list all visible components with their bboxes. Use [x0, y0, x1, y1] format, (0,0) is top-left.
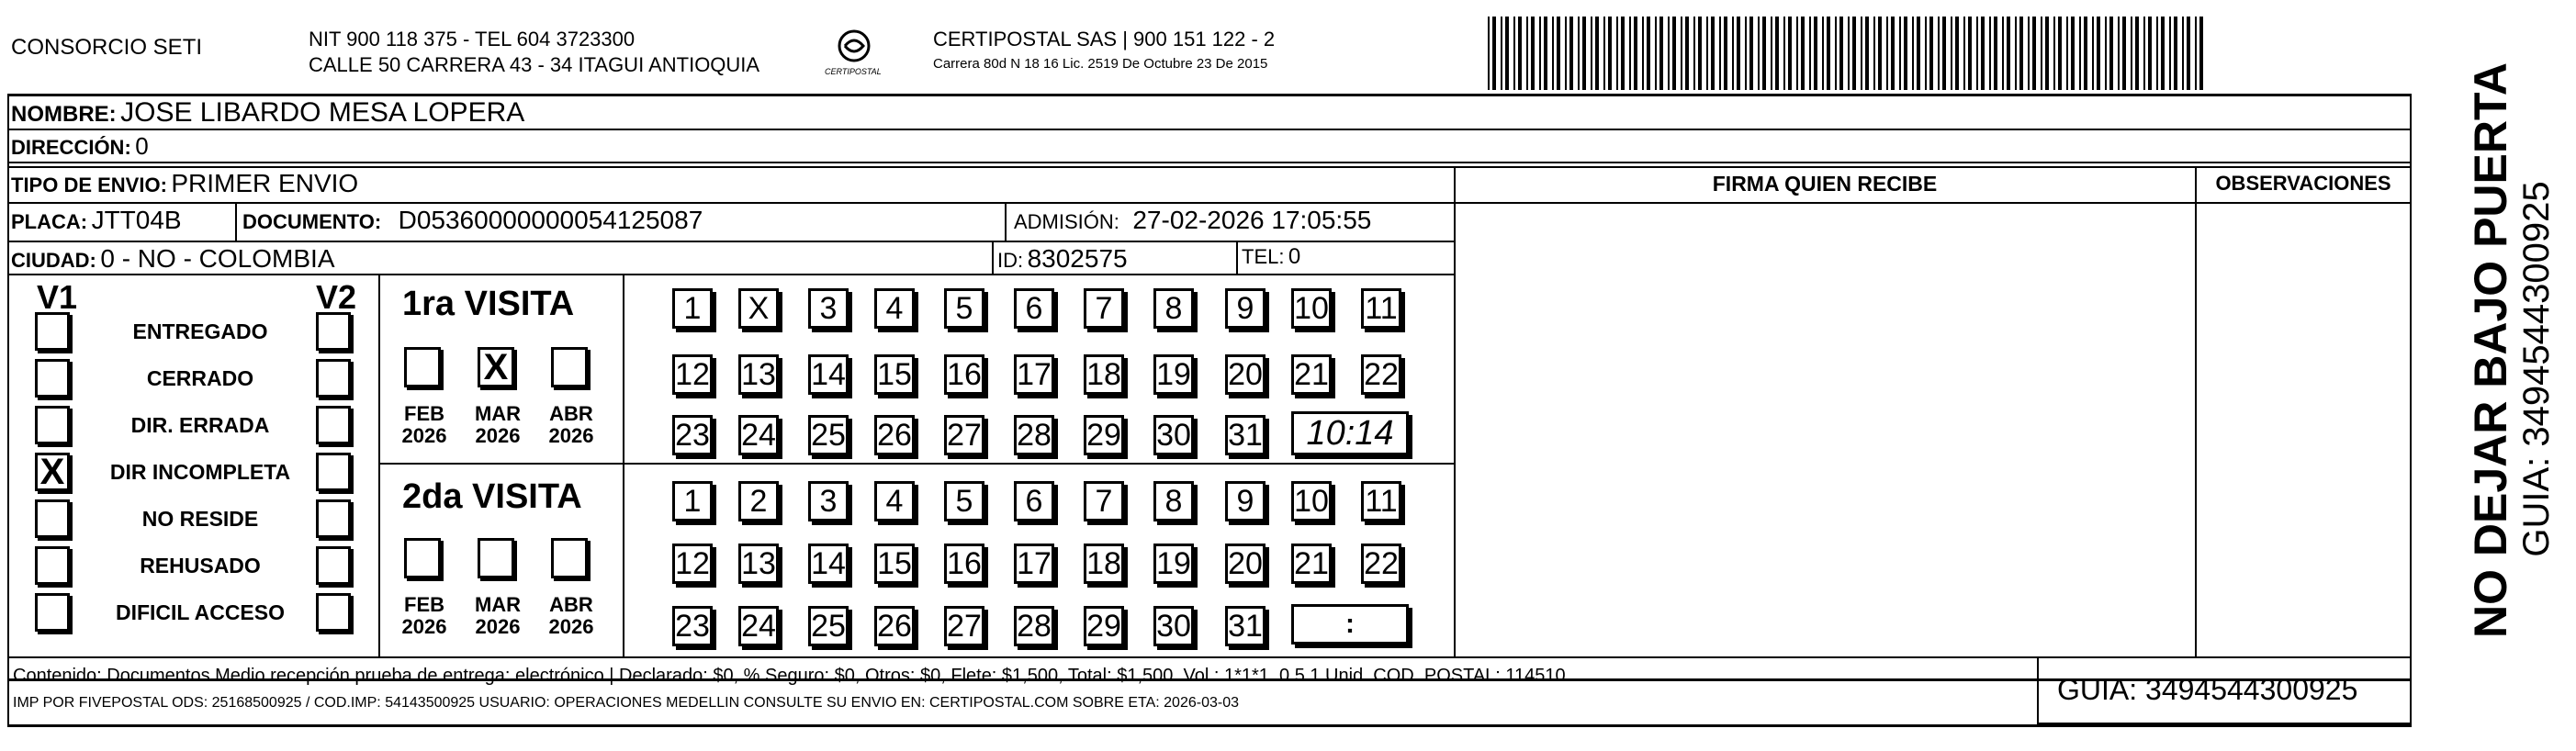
v2-checkbox[interactable]	[316, 312, 351, 351]
status-option-label: DIR. ERRADA	[130, 413, 270, 437]
barcode-bar	[1578, 17, 1580, 90]
barcode-bar	[2015, 17, 2017, 90]
barcode-bar	[2041, 17, 2042, 90]
recipient-name: JOSE LIBARDO MESA LOPERA	[120, 97, 525, 128]
barcode-bar	[1749, 17, 1753, 90]
month-label: ABR	[549, 402, 593, 425]
v2-checkbox[interactable]	[316, 453, 351, 491]
signature-area[interactable]	[1457, 206, 2193, 654]
day-box[interactable]: 20	[1225, 544, 1266, 584]
barcode-bar	[1505, 17, 1509, 90]
barcode-bar	[1771, 17, 1772, 90]
v2-checkbox[interactable]	[316, 546, 351, 585]
month-checkbox[interactable]	[551, 347, 588, 387]
barcode-bar	[1647, 17, 1650, 90]
barcode-bar	[2109, 17, 2113, 90]
day-box[interactable]: 13	[738, 354, 779, 395]
barcode-bar	[2118, 17, 2120, 90]
day-box[interactable]: 24	[738, 606, 779, 646]
barcode-bar	[1526, 17, 1528, 90]
day-box[interactable]: 16	[944, 354, 984, 395]
sender-address-line: CALLE 50 CARRERA 43 - 34 ITAGUI ANTIOQUIA	[309, 53, 760, 76]
barcode-bar	[1642, 17, 1644, 90]
month-checkbox[interactable]	[404, 538, 441, 578]
v2-checkbox[interactable]	[316, 499, 351, 538]
month-checkbox[interactable]: X	[478, 347, 514, 387]
status-option-label: REHUSADO	[140, 554, 261, 577]
status-option-label: ENTREGADO	[132, 319, 268, 343]
barcode-bar	[2148, 17, 2152, 90]
day-box[interactable]: 16	[944, 544, 984, 584]
day-box[interactable]: 27	[944, 415, 984, 455]
barcode-bar	[2174, 17, 2177, 90]
certipostal-logo	[817, 28, 891, 81]
barcode-bar	[2071, 17, 2075, 90]
day-box[interactable]: 29	[1084, 415, 1124, 455]
barcode-bar	[2156, 17, 2158, 90]
city-value: 0 - NO - COLOMBIA	[100, 244, 335, 273]
day-box[interactable]: 3	[808, 288, 849, 329]
year-label: 2026	[401, 615, 447, 638]
barcode-bar	[2131, 17, 2132, 90]
barcode-bar	[2079, 17, 2081, 90]
barcode-bar	[1848, 17, 1850, 90]
first-visit-time-box[interactable]: 10:14	[1291, 411, 1409, 455]
barcode-bar	[2002, 17, 2004, 90]
year-label: 2026	[548, 615, 594, 638]
day-box[interactable]: 19	[1153, 354, 1194, 395]
barcode-bar	[1492, 17, 1496, 90]
barcode-bar	[1557, 17, 1560, 90]
day-box[interactable]: 1	[672, 481, 713, 521]
day-box[interactable]: 20	[1225, 354, 1266, 395]
day-box[interactable]: 8	[1153, 481, 1194, 521]
barcode-bar	[1942, 17, 1946, 90]
second-visit-time-box[interactable]: :	[1291, 604, 1409, 645]
barcode-bar	[2105, 17, 2107, 90]
barcode-bar	[1565, 17, 1567, 90]
barcode-bar	[1745, 17, 1747, 90]
day-box[interactable]: 31	[1225, 415, 1266, 455]
month-label: FEB	[404, 593, 444, 616]
tel-value: 0	[1288, 244, 1301, 269]
barcode-bar	[1839, 17, 1843, 90]
name-label: NOMBRE:	[11, 102, 117, 127]
day-box[interactable]: 5	[944, 288, 984, 329]
day-box[interactable]: 5	[944, 481, 984, 521]
barcode-bar	[1544, 17, 1547, 90]
day-box[interactable]: 21	[1291, 354, 1332, 395]
barcode-bar	[1501, 17, 1502, 90]
signature-header: FIRMA QUIEN RECIBE	[1712, 172, 1938, 196]
barcode-bar	[1685, 17, 1689, 90]
guide-box	[2037, 656, 2412, 724]
barcode-bar	[1822, 17, 1824, 90]
barcode-bar	[2007, 17, 2010, 90]
day-box[interactable]: 15	[874, 354, 915, 395]
barcode	[1488, 17, 2222, 90]
status-option-label: DIFICIL ACCESO	[115, 600, 285, 624]
side-panel	[2417, 62, 2564, 643]
barcode-bar	[1963, 17, 1965, 90]
barcode-bar	[1539, 17, 1541, 90]
observations-area[interactable]	[2198, 206, 2408, 654]
day-box[interactable]: 14	[808, 354, 849, 395]
barcode-bar	[1865, 17, 1869, 90]
day-box[interactable]: 13	[738, 544, 779, 584]
status-option-label: CERRADO	[146, 366, 254, 390]
barcode-bar	[1634, 17, 1637, 90]
barcode-bar	[1518, 17, 1522, 90]
barcode-bar	[2199, 17, 2203, 90]
day-box[interactable]: X	[738, 288, 779, 329]
barcode-bar	[1878, 17, 1882, 90]
barcode-bar	[1629, 17, 1631, 90]
day-box[interactable]: 8	[1153, 288, 1194, 329]
barcode-bar	[2122, 17, 2126, 90]
day-box[interactable]: 31	[1225, 606, 1266, 646]
v2-checkbox[interactable]	[316, 406, 351, 444]
barcode-bar	[1775, 17, 1779, 90]
day-box[interactable]: 17	[1014, 354, 1054, 395]
barcode-bar	[1925, 17, 1927, 90]
month-checkbox[interactable]	[478, 538, 514, 578]
day-box[interactable]: 24	[738, 415, 779, 455]
day-box[interactable]: 28	[1014, 415, 1054, 455]
day-box[interactable]: 28	[1014, 606, 1054, 646]
month-checkbox[interactable]	[404, 347, 441, 387]
barcode-bar	[1976, 17, 1978, 90]
v1-checkbox[interactable]	[35, 359, 70, 398]
document-label: DOCUMENTO:	[242, 210, 382, 233]
address-label: DIRECCIÓN:	[11, 136, 131, 159]
barcode-bar	[2045, 17, 2049, 90]
month-checkbox[interactable]	[551, 538, 588, 578]
barcode-bar	[1655, 17, 1657, 90]
send-type-value: PRIMER ENVIO	[171, 169, 359, 197]
barcode-bar	[1899, 17, 1901, 90]
company-name: CONSORCIO SETI	[11, 35, 203, 60]
barcode-bar	[1783, 17, 1785, 90]
sender-nit-line: NIT 900 118 375 - TEL 604 3723300	[309, 28, 636, 50]
document-value: D05360000000054125087	[398, 206, 703, 234]
day-box[interactable]: 2	[738, 481, 779, 521]
barcode-bar	[2182, 17, 2184, 90]
barcode-bar	[2032, 17, 2036, 90]
id-value: 8302575	[1027, 244, 1128, 273]
barcode-bar	[1917, 17, 1920, 90]
day-box[interactable]: 9	[1225, 288, 1266, 329]
courier-license-line: Carrera 80d N 18 16 Lic. 2519 De Octubre 23 De 2015	[933, 56, 1268, 72]
recipient-address: 0	[135, 132, 149, 160]
barcode-bar	[1814, 17, 1817, 90]
barcode-bar	[1488, 17, 1490, 90]
barcode-bar	[2053, 17, 2055, 90]
v1-header: V1	[37, 278, 78, 316]
day-box[interactable]: 15	[874, 544, 915, 584]
barcode-bar	[1719, 17, 1721, 90]
contents-line: Contenido: Documentos Medio recepción prueba de entrega: electrónico | Declarado: $0, % Seguro: $0, Otros: $0, Flete: $1,500, Total: $1,500. Vol.: 1*1*1. 0.5 1 Unid. COD. POSTAL: 114510	[13, 666, 1566, 686]
month-label: MAR	[474, 402, 522, 425]
barcode-bar	[1531, 17, 1535, 90]
barcode-bar	[1981, 17, 1985, 90]
day-box[interactable]: 7	[1084, 481, 1124, 521]
first-visit-title: 1ra VISITA	[402, 285, 575, 323]
barcode-bar	[1582, 17, 1586, 90]
barcode-bar	[1968, 17, 1972, 90]
v1-checkbox[interactable]	[35, 593, 70, 632]
day-box[interactable]: 23	[672, 606, 713, 646]
day-box[interactable]: 4	[874, 481, 915, 521]
status-option-label: DIR INCOMPLETA	[109, 460, 291, 484]
barcode-bar	[1951, 17, 1952, 90]
barcode-bar	[1801, 17, 1805, 90]
v1-checkbox[interactable]	[35, 406, 70, 444]
day-box[interactable]: 30	[1153, 606, 1194, 646]
logo-text: CERTIPOSTAL	[825, 67, 882, 76]
day-box[interactable]: 30	[1153, 415, 1194, 455]
plate-label: PLACA:	[11, 210, 88, 233]
day-box[interactable]: 17	[1014, 544, 1054, 584]
barcode-bar	[2019, 17, 2023, 90]
barcode-bar	[1595, 17, 1599, 90]
barcode-bar	[1904, 17, 1907, 90]
day-box[interactable]: 4	[874, 288, 915, 329]
admission-label: ADMISIÓN:	[1014, 210, 1119, 233]
courier-name-line: CERTIPOSTAL SAS | 900 151 122 - 2	[933, 28, 1276, 50]
barcode-bar	[2169, 17, 2171, 90]
barcode-bar	[1912, 17, 1914, 90]
month-label: ABR	[549, 593, 593, 616]
day-box[interactable]: 29	[1084, 606, 1124, 646]
barcode-bar	[1698, 17, 1702, 90]
day-box[interactable]: 18	[1084, 544, 1124, 584]
barcode-bar	[1929, 17, 1933, 90]
barcode-bar	[1616, 17, 1618, 90]
day-box[interactable]: 3	[808, 481, 849, 521]
barcode-bar	[1732, 17, 1734, 90]
barcode-bar	[1569, 17, 1573, 90]
barcode-bar	[1672, 17, 1676, 90]
side-guide-text: GUIA: 3494544300925	[2516, 181, 2557, 557]
second-visit-title: 2da VISITA	[402, 477, 582, 516]
barcode-bar	[1788, 17, 1792, 90]
printed-by-line: IMP POR FIVEPOSTAL ODS: 25168500925 / COD.IMP: 54143500925 USUARIO: OPERACIONES MEDELLIN CONSULTE SU ENVIO EN: CERTIPOSTAL.COM SOBRE ETA: 2026-03-03	[13, 695, 1239, 711]
barcode-bar	[1711, 17, 1715, 90]
month-label: MAR	[474, 593, 522, 616]
send-type-label: TIPO DE ENVIO:	[11, 174, 167, 196]
barcode-bar	[1668, 17, 1670, 90]
day-box[interactable]: 10	[1291, 481, 1332, 521]
barcode-bar	[2143, 17, 2145, 90]
plate-value: JTT04B	[91, 206, 182, 234]
barcode-bar	[2058, 17, 2062, 90]
barcode-bar	[2135, 17, 2139, 90]
barcode-bar	[2084, 17, 2087, 90]
day-box[interactable]: 11	[1361, 288, 1401, 329]
v1-checkbox[interactable]	[35, 546, 70, 585]
day-box[interactable]: 25	[808, 415, 849, 455]
barcode-bar	[2097, 17, 2100, 90]
barcode-bar	[2066, 17, 2068, 90]
barcode-bar	[1659, 17, 1663, 90]
barcode-bar	[1989, 17, 1991, 90]
barcode-bar	[1621, 17, 1625, 90]
v2-checkbox[interactable]	[316, 593, 351, 632]
barcode-bar	[1706, 17, 1708, 90]
tel-label: TEL:	[1242, 245, 1285, 268]
barcode-bar	[1938, 17, 1940, 90]
day-box[interactable]: 11	[1361, 481, 1401, 521]
v1-checkbox[interactable]	[35, 499, 70, 538]
v1-checkbox[interactable]: X	[35, 453, 70, 491]
barcode-bar	[2028, 17, 2030, 90]
day-box[interactable]: 1	[672, 288, 713, 329]
day-box[interactable]: 22	[1361, 544, 1401, 584]
day-box[interactable]: 25	[808, 606, 849, 646]
admission-value: 27-02-2026 17:05:55	[1132, 206, 1372, 234]
month-label: FEB	[404, 402, 444, 425]
barcode-bar	[1737, 17, 1740, 90]
day-box[interactable]: 6	[1014, 288, 1054, 329]
day-box[interactable]: 22	[1361, 354, 1401, 395]
barcode-bar	[1608, 17, 1612, 90]
day-box[interactable]: 26	[874, 606, 915, 646]
day-box[interactable]: 27	[944, 606, 984, 646]
year-label: 2026	[475, 615, 521, 638]
barcode-bar	[1891, 17, 1895, 90]
barcode-bar	[1724, 17, 1727, 90]
day-box[interactable]: 23	[672, 415, 713, 455]
day-box[interactable]: 18	[1084, 354, 1124, 395]
barcode-bar	[1809, 17, 1811, 90]
barcode-bar	[1552, 17, 1554, 90]
day-box[interactable]: 21	[1291, 544, 1332, 584]
barcode-bar	[1873, 17, 1875, 90]
year-label: 2026	[548, 424, 594, 447]
v1-checkbox[interactable]	[35, 312, 70, 351]
barcode-bar	[2161, 17, 2165, 90]
status-option-label: NO RESIDE	[141, 507, 259, 531]
day-box[interactable]: 7	[1084, 288, 1124, 329]
do-not-leave-text: NO DEJAR BAJO PUERTA	[2465, 62, 2516, 638]
barcode-bar	[1681, 17, 1682, 90]
guide-box-text: GUIA: 3494544300925	[2057, 673, 2358, 706]
barcode-bar	[2187, 17, 2190, 90]
barcode-bar	[1603, 17, 1605, 90]
barcode-bar	[1796, 17, 1798, 90]
barcode-bar	[1513, 17, 1515, 90]
day-box[interactable]: 12	[672, 354, 713, 395]
barcode-bar	[1827, 17, 1830, 90]
v2-checkbox[interactable]	[316, 359, 351, 398]
day-box[interactable]: 19	[1153, 544, 1194, 584]
barcode-bar	[1591, 17, 1592, 90]
barcode-bar	[1861, 17, 1862, 90]
id-label: ID:	[997, 249, 1024, 272]
city-label: CIUDAD:	[11, 249, 96, 272]
barcode-bar	[1955, 17, 1959, 90]
barcode-bar	[1994, 17, 1997, 90]
observations-header: OBSERVACIONES	[2215, 172, 2391, 195]
barcode-bar	[1693, 17, 1695, 90]
barcode-bar	[1852, 17, 1856, 90]
barcode-bar	[1835, 17, 1837, 90]
day-box[interactable]: 26	[874, 415, 915, 455]
day-box[interactable]: 14	[808, 544, 849, 584]
barcode-bar	[1758, 17, 1760, 90]
year-label: 2026	[401, 424, 447, 447]
year-label: 2026	[475, 424, 521, 447]
barcode-bar	[1886, 17, 1888, 90]
barcode-bar	[2195, 17, 2197, 90]
barcode-bar	[1762, 17, 1766, 90]
v2-header: V2	[316, 278, 357, 316]
day-box[interactable]: 9	[1225, 481, 1266, 521]
day-box[interactable]: 12	[672, 544, 713, 584]
barcode-bar	[2092, 17, 2094, 90]
day-box[interactable]: 10	[1291, 288, 1332, 329]
day-box[interactable]: 6	[1014, 481, 1054, 521]
